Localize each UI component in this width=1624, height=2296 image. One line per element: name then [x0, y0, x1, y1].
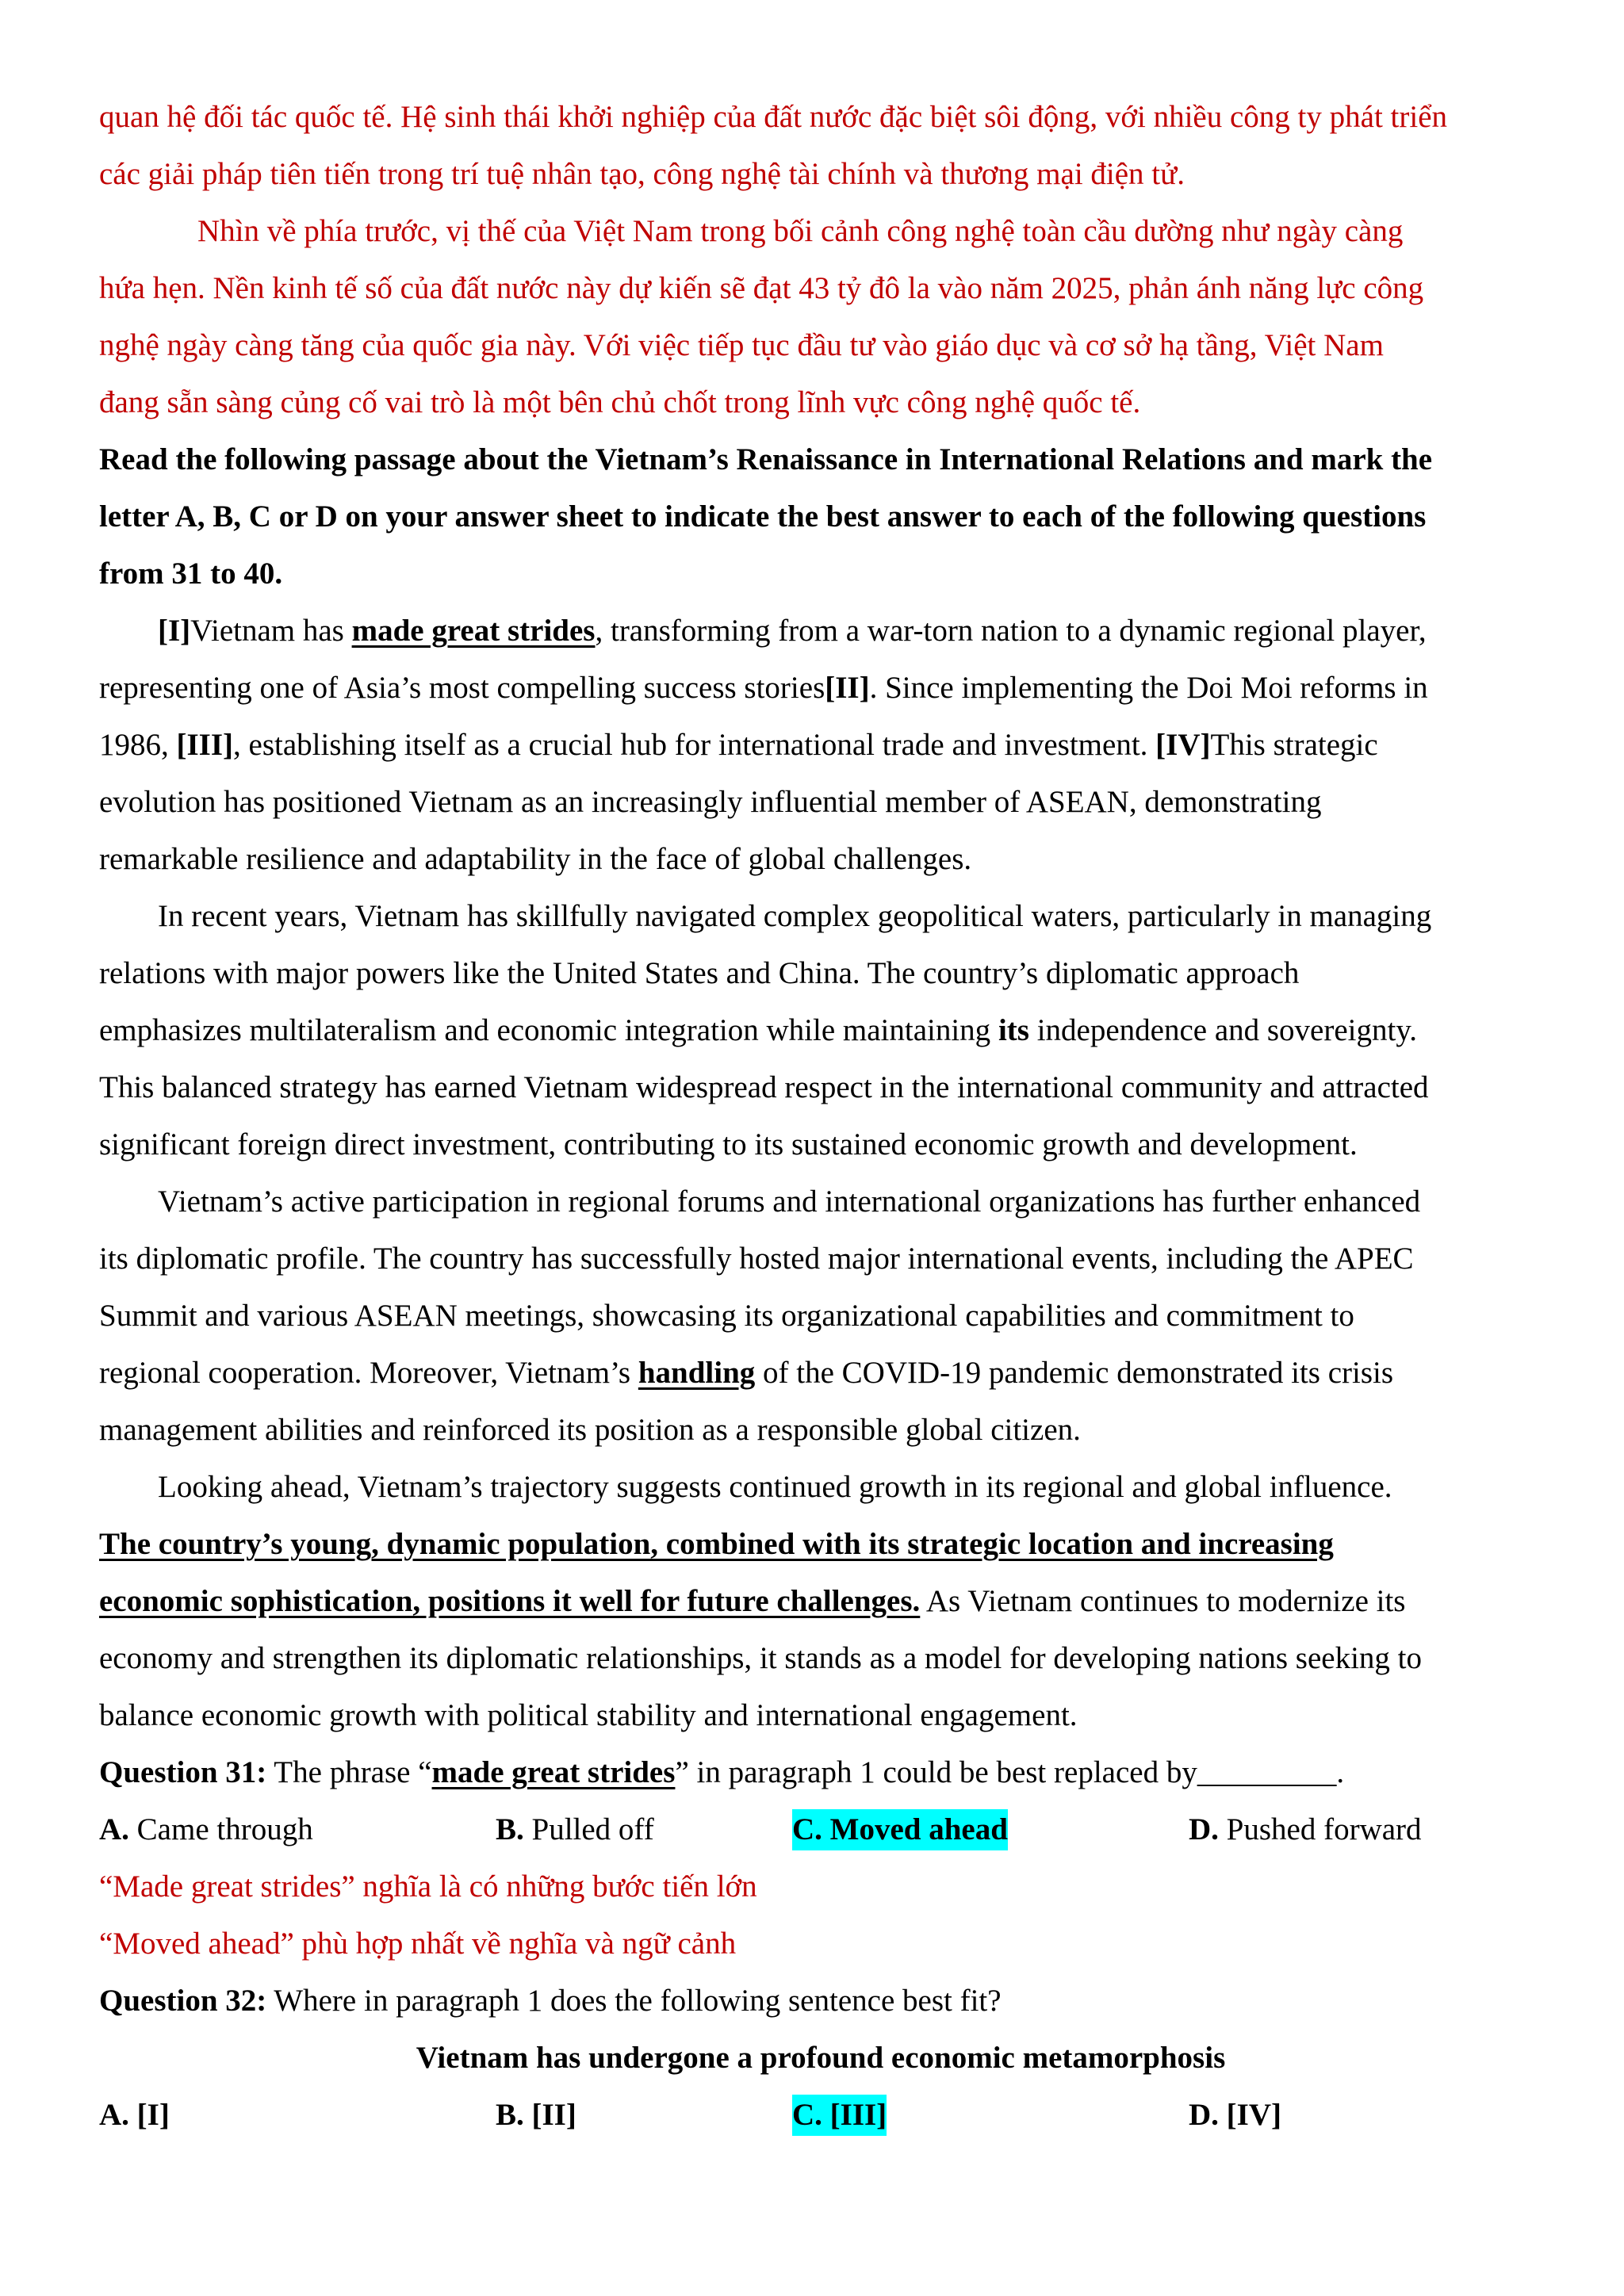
paragraph-1-line-3: 1986, [III], establishing itself as a crucial hub for international trade and investment. [IV]This strategic	[99, 728, 1378, 762]
translation-line-1: quan hệ đối tác quốc tế. Hệ sinh thái khởi nghiệp của đất nước đặc biệt sôi động, với nhiều công ty phát triển	[99, 100, 1448, 134]
paragraph-4-line-2	[99, 1524, 1542, 1565]
question-31-label: Question 31:	[99, 1755, 267, 1789]
paragraph-2-line-4: This balanced strategy has earned Vietnam widespread respect in the international community and attracted	[99, 1070, 1429, 1104]
underlined-sentence-part-2: economic sophistication, positions it well for future challenges.	[99, 1584, 921, 1618]
paragraph-4-line-1: Looking ahead, Vietnam’s trajectory suggests continued growth in its regional and global influence.	[158, 1470, 1392, 1504]
question-32-stem: Question 32: Where in paragraph 1 does the following sentence best fit?	[99, 1984, 1002, 2018]
paragraph-4-line-4: economy and strengthen its diplomatic relationships, it stands as a model for developing nations seeking to	[99, 1641, 1423, 1675]
question-31-option-d[interactable]: D. Pushed forward	[1189, 1812, 1422, 1846]
paragraph-1-line-2: representing one of Asia’s most compelling success stories[II]. Since implementing the Doi Moi reforms in	[99, 671, 1428, 705]
underlined-word-handling: handling	[638, 1356, 756, 1390]
underlined-sentence-part-1: The country’s young, dynamic population, combined with its strategic location and increasing	[99, 1527, 1334, 1561]
paragraph-1-line-1: [I]Vietnam has made great strides, transforming from a war-torn nation to a dynamic regional player,	[158, 614, 1427, 648]
position-marker-4: [IV]	[1155, 728, 1211, 762]
paragraph-4-line-3: economic sophistication, positions it well for future challenges. As Vietnam continues to modernize its	[99, 1584, 1406, 1618]
question-31-explanation-1: “Made great strides” nghĩa là có những bước tiến lớn	[99, 1869, 757, 1904]
instruction-line-2: letter A, B, C or D on your answer sheet to indicate the best answer to each of the following questions	[99, 499, 1427, 534]
paragraph-3-line-1: Vietnam’s active participation in regional forums and international organizations has further enhanced	[158, 1184, 1421, 1219]
question-32-sentence: Vietnam has undergone a profound economic metamorphosis	[416, 2041, 1226, 2075]
instruction-line-3: from 31 to 40.	[99, 557, 283, 591]
question-32-option-c-answer[interactable]: C. [III]	[792, 2095, 887, 2136]
question-32-option-b[interactable]: B. [II]	[496, 2098, 576, 2132]
translation-line-4: hứa hẹn. Nền kinh tế số của đất nước này dự kiến sẽ đạt 43 tỷ đô la vào năm 2025, phản ánh năng lực công	[99, 271, 1424, 305]
question-31-stem: Question 31: The phrase “made great strides” in paragraph 1 could be best replaced by_________.	[99, 1755, 1345, 1789]
translation-line-2: các giải pháp tiên tiến trong trí tuệ nhân tạo, công nghệ tài chính và thương mại điện tử.	[99, 157, 1185, 191]
translation-line-6: đang sẵn sàng củng cố vai trò là một bên chủ chốt trong lĩnh vực công nghệ quốc tế.	[99, 385, 1141, 419]
paragraph-2-line-1: In recent years, Vietnam has skillfully navigated complex geopolitical waters, particularly in managing	[158, 899, 1432, 933]
translation-line-5: nghệ ngày càng tăng của quốc gia này. Với việc tiếp tục đầu tư vào giáo dục và cơ sở hạ tầng, Việt Nam	[99, 328, 1384, 362]
position-marker-1: [I]	[158, 614, 191, 648]
position-marker-2: [II]	[825, 671, 870, 705]
underlined-phrase-made-great-strides: made great strides	[351, 614, 596, 648]
paragraph-1-line-4: evolution has positioned Vietnam as an increasingly influential member of ASEAN, demonstrating	[99, 785, 1322, 819]
question-32-label: Question 32:	[99, 1984, 267, 2018]
bold-word-its: its	[998, 1013, 1029, 1047]
position-marker-3: [III]	[176, 728, 234, 762]
question-31-option-b[interactable]: B. Pulled off	[496, 1812, 654, 1846]
paragraph-3-line-3: Summit and various ASEAN meetings, showcasing its organizational capabilities and commitment to	[99, 1299, 1354, 1333]
paragraph-4-line-5: balance economic growth with political stability and international engagement.	[99, 1698, 1078, 1732]
paragraph-2-line-2: relations with major powers like the United States and China. The country’s diplomatic approach	[99, 956, 1300, 990]
question-31-option-c-answer[interactable]: C. Moved ahead	[792, 1809, 1008, 1850]
paragraph-3-line-4: regional cooperation. Moreover, Vietnam’s handling of the COVID-19 pandemic demonstrated its crisis	[99, 1356, 1394, 1390]
paragraph-3-line-5: management abilities and reinforced its position as a responsible global citizen.	[99, 1413, 1081, 1447]
paragraph-2-line-5: significant foreign direct investment, contributing to its sustained economic growth and development.	[99, 1127, 1358, 1161]
paragraph-1-line-5: remarkable resilience and adaptability in the face of global challenges.	[99, 842, 972, 876]
paragraph-2-line-3: emphasizes multilateralism and economic integration while maintaining its independence and sovereignty.	[99, 1013, 1418, 1047]
translation-line-3: Nhìn về phía trước, vị thế của Việt Nam trong bối cảnh công nghệ toàn cầu dường như ngày càng	[197, 214, 1404, 248]
question-32-option-d[interactable]: D. [IV]	[1189, 2098, 1281, 2132]
paragraph-3-line-2: its diplomatic profile. The country has successfully hosted major international events, including the APEC	[99, 1242, 1414, 1276]
question-31-phrase: made great strides	[431, 1755, 676, 1789]
question-31-option-a[interactable]: A. Came through	[99, 1812, 313, 1846]
question-31-explanation-2: “Moved ahead” phù hợp nhất về nghĩa và ngữ cảnh	[99, 1927, 737, 1961]
instruction-line-1: Read the following passage about the Vietnam’s Renaissance in International Relations and mark the	[99, 442, 1433, 476]
question-32-option-a[interactable]: A. [I]	[99, 2098, 170, 2132]
